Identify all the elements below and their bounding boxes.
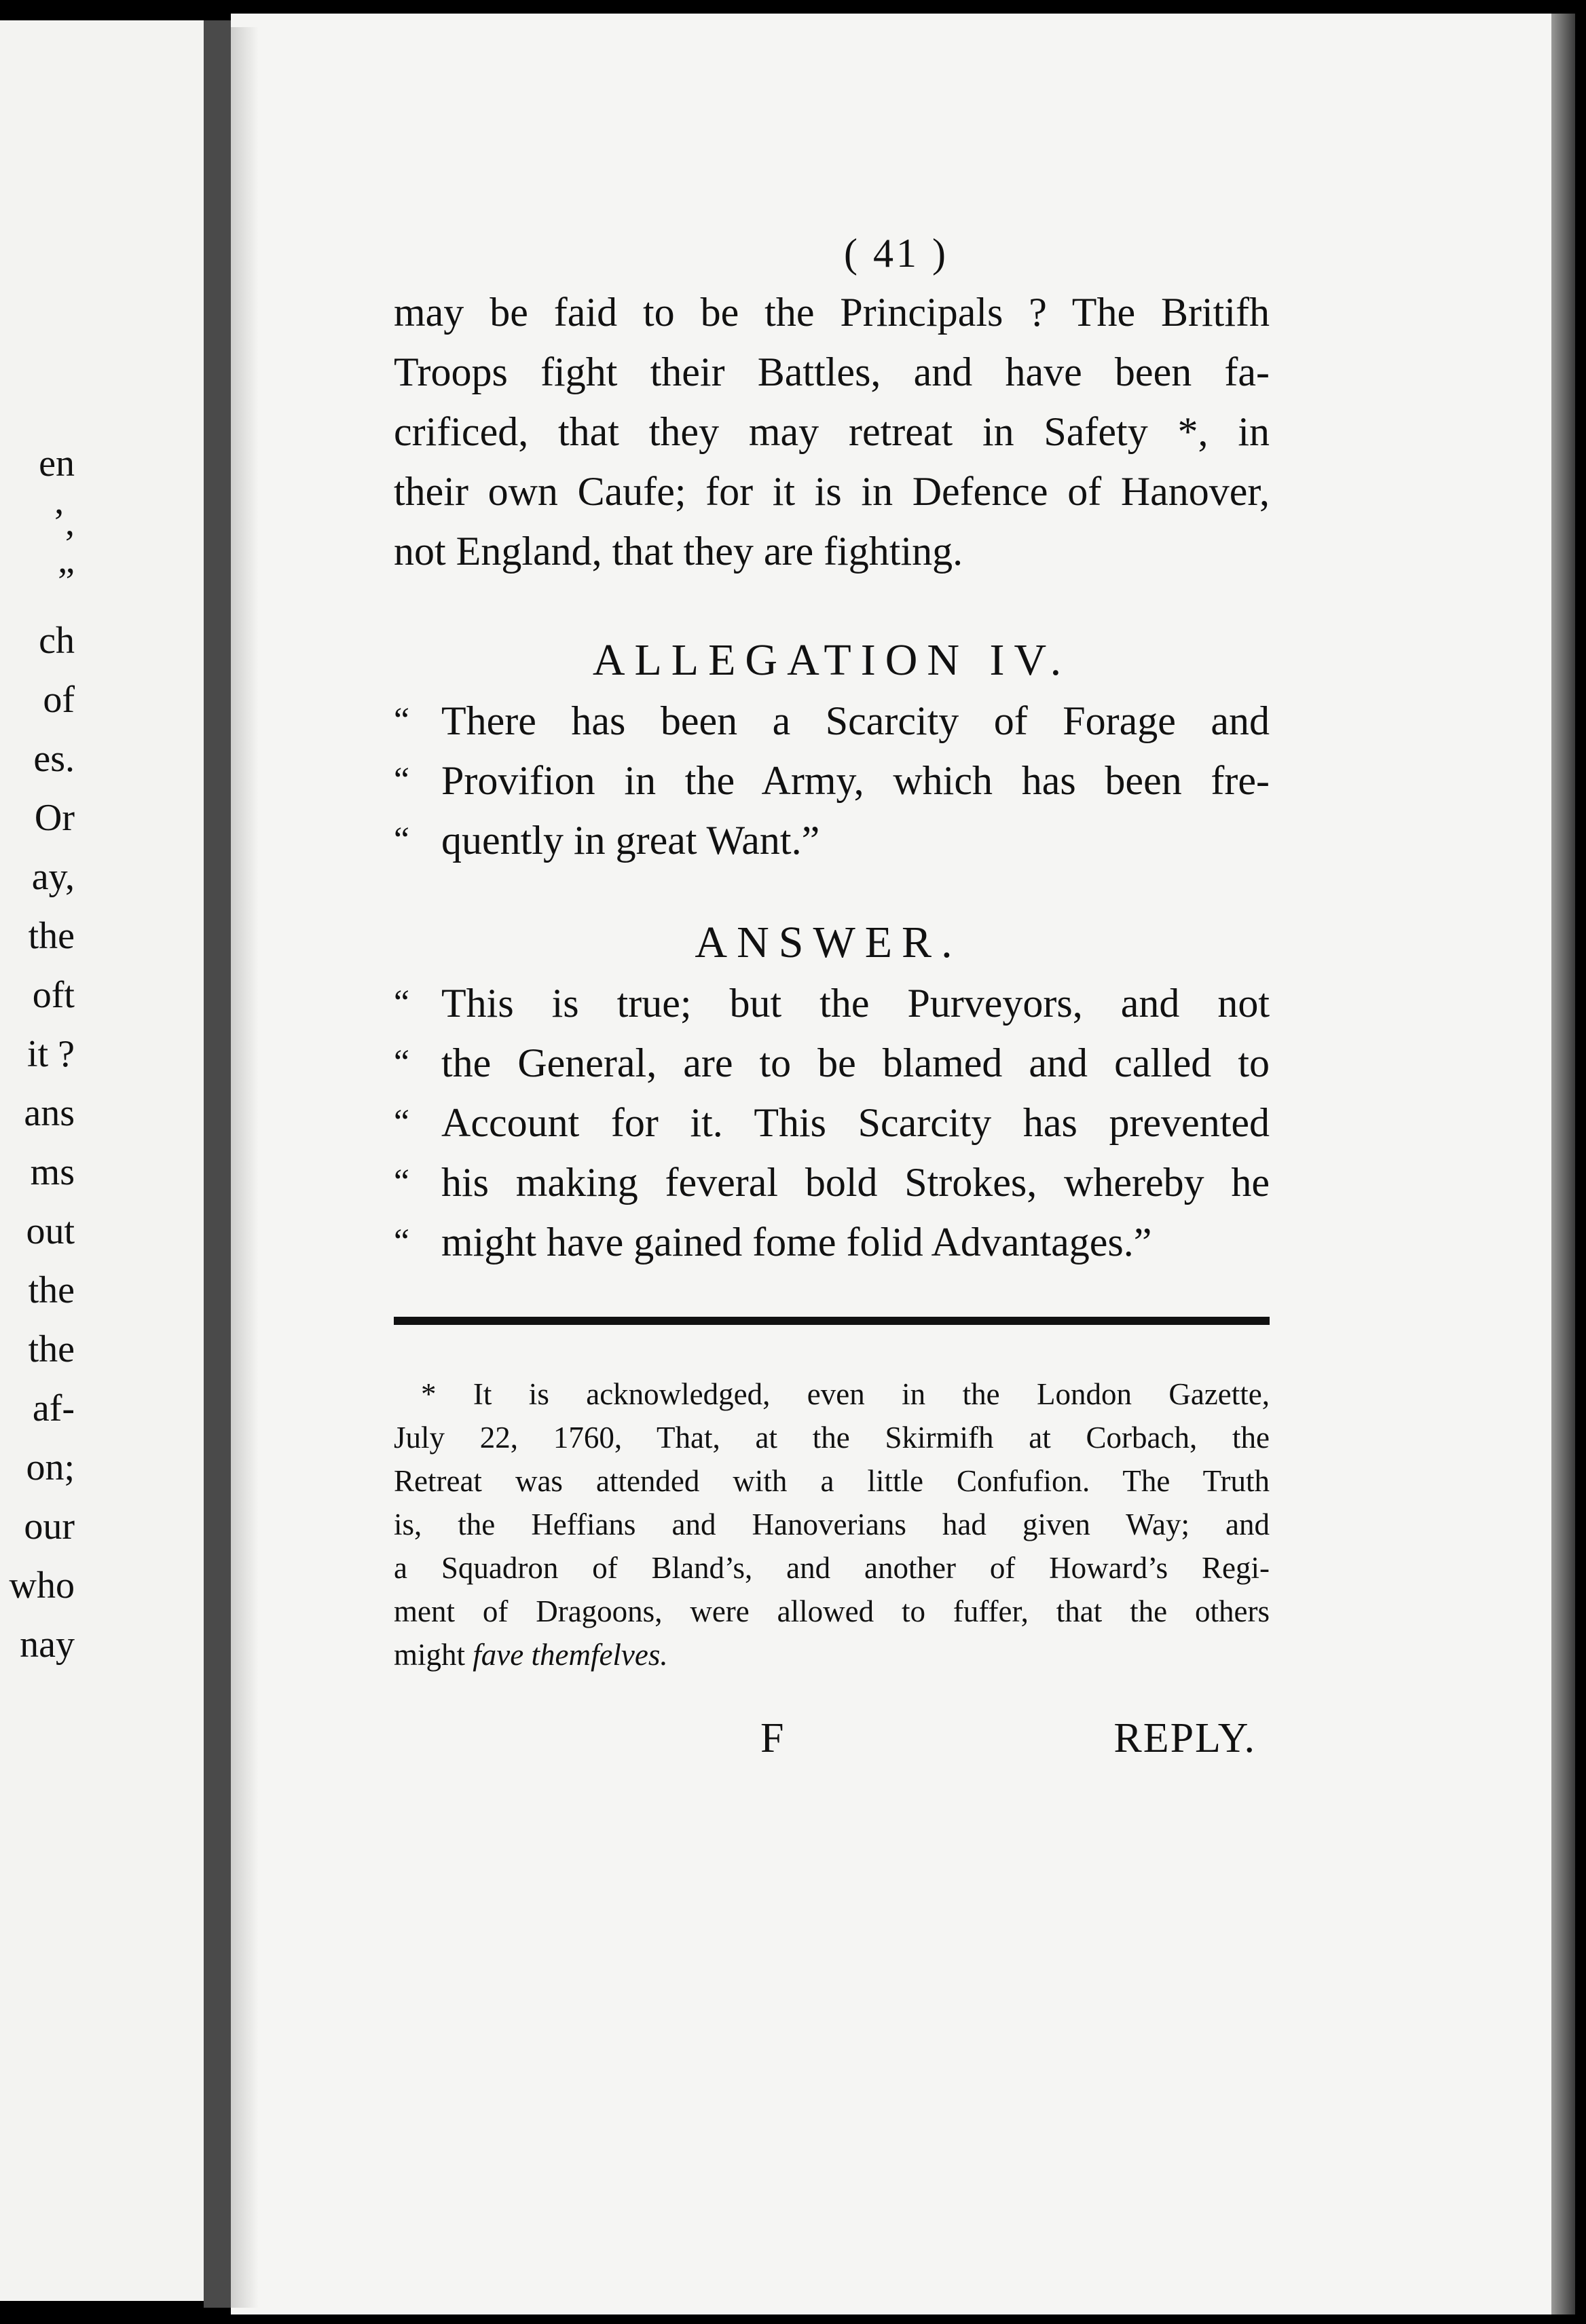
quote-mark: “ <box>394 1103 410 1142</box>
footnote-text: might <box>394 1638 466 1672</box>
text-line: Troops fight their Battles, and have been fa- <box>394 350 1270 394</box>
quoted-line <box>394 1033 1270 1093</box>
quoted-line <box>394 751 1270 810</box>
quoted-text: There has been a Scarcity of Forage and <box>441 698 1270 743</box>
margin-fragment: the <box>28 1328 75 1370</box>
page-edge <box>1551 14 1575 2314</box>
text-line: may be faid to be the Principals ? The Britifh <box>394 290 1270 335</box>
margin-fragment: af- <box>32 1387 75 1429</box>
margin-fragment: ’, <box>52 502 75 544</box>
quoted-text: Account for it. This Scarcity has prevented <box>441 1100 1270 1145</box>
margin-fragment: the <box>28 915 75 957</box>
margin-fragment: ay, <box>31 856 75 898</box>
page-number: ( 41 ) <box>844 231 948 276</box>
footnote-italic-text: fave themfelves. <box>473 1638 668 1672</box>
quoted-line <box>394 973 1270 1033</box>
quoted-line <box>394 810 1270 870</box>
text-line: not England, that they are fighting. <box>394 529 963 574</box>
quoted-line <box>394 691 1270 751</box>
footnote-rule <box>394 1317 1270 1325</box>
margin-fragment: out <box>26 1210 75 1252</box>
footnote-line: ment of Dragoons, were allowed to fuffer, that the others <box>394 1594 1270 1628</box>
quoted-text: the General, are to be blamed and called to <box>441 1041 1270 1085</box>
signature-mark: F <box>760 1715 784 1761</box>
margin-fragment: Or <box>34 797 75 839</box>
quoted-text: might have gained fome folid Advantages.” <box>441 1220 1152 1264</box>
text-line: their own Caufe; for it is in Defence of Hanover, <box>394 469 1270 514</box>
quote-mark: “ <box>394 1043 410 1082</box>
left-facing-page <box>0 20 204 2301</box>
margin-fragment: who <box>9 1564 75 1607</box>
footnote-line: a Squadron of Bland’s, and another of Howard’s Regi- <box>394 1551 1270 1585</box>
footnote-line <box>394 1633 1270 1676</box>
quoted-text: This is true; but the Purveyors, and not <box>441 981 1270 1026</box>
footnote-line: * It is acknowledged, even in the London Gazette, <box>421 1377 1270 1411</box>
quote-mark: “ <box>394 1222 410 1261</box>
gutter-shadow <box>231 27 258 2308</box>
quoted-text: quently in great Want.” <box>441 818 820 863</box>
answer-quote <box>394 973 1270 1272</box>
opening-paragraph <box>394 282 1270 581</box>
footnote-line: Retreat was attended with a little Confufion. The Truth <box>394 1464 1270 1498</box>
allegation-heading: ALLEGATION IV. <box>592 635 1071 685</box>
quoted-text: his making feveral bold Strokes, whereby he <box>441 1160 1270 1205</box>
margin-fragment: ms <box>30 1151 75 1193</box>
quote-mark: “ <box>394 761 410 800</box>
margin-fragment: en <box>39 443 75 485</box>
margin-fragment: on; <box>26 1446 75 1488</box>
quote-mark: “ <box>394 983 410 1022</box>
quoted-line <box>394 1152 1270 1212</box>
book-gutter <box>204 20 231 2308</box>
text-line: crificed, that they may retreat in Safety *, in <box>394 409 1270 454</box>
margin-fragment: ans <box>24 1092 75 1134</box>
margin-fragment: ” <box>58 561 75 603</box>
quoted-text: Provifion in the Army, which has been fre- <box>441 758 1270 803</box>
margin-fragment: es. <box>33 738 75 780</box>
quote-mark: “ <box>394 1163 410 1201</box>
allegation-quote <box>394 691 1270 870</box>
margin-fragment: of <box>43 679 75 721</box>
margin-fragment: ch <box>39 620 75 662</box>
footnote-line: is, the Heffians and Hanoverians had given Way; and <box>394 1507 1270 1541</box>
answer-heading: ANSWER. <box>695 918 962 967</box>
margin-fragment: nay <box>20 1624 75 1666</box>
catchword: REPLY. <box>1113 1715 1256 1761</box>
margin-fragment: our <box>24 1505 75 1548</box>
quoted-line <box>394 1212 1270 1272</box>
page-content <box>394 224 1270 1776</box>
quote-mark: “ <box>394 821 410 859</box>
margin-fragment: the <box>28 1269 75 1311</box>
quoted-line <box>394 1093 1270 1152</box>
quote-mark: “ <box>394 701 410 740</box>
footnote-line: July 22, 1760, That, at the Skirmifh at Corbach, the <box>394 1421 1270 1455</box>
footnote <box>394 1372 1270 1676</box>
margin-fragment: it ? <box>27 1033 75 1075</box>
left-page-margin-text <box>0 434 75 1674</box>
margin-fragment: oft <box>32 974 75 1016</box>
page-foot <box>394 1714 1270 1776</box>
